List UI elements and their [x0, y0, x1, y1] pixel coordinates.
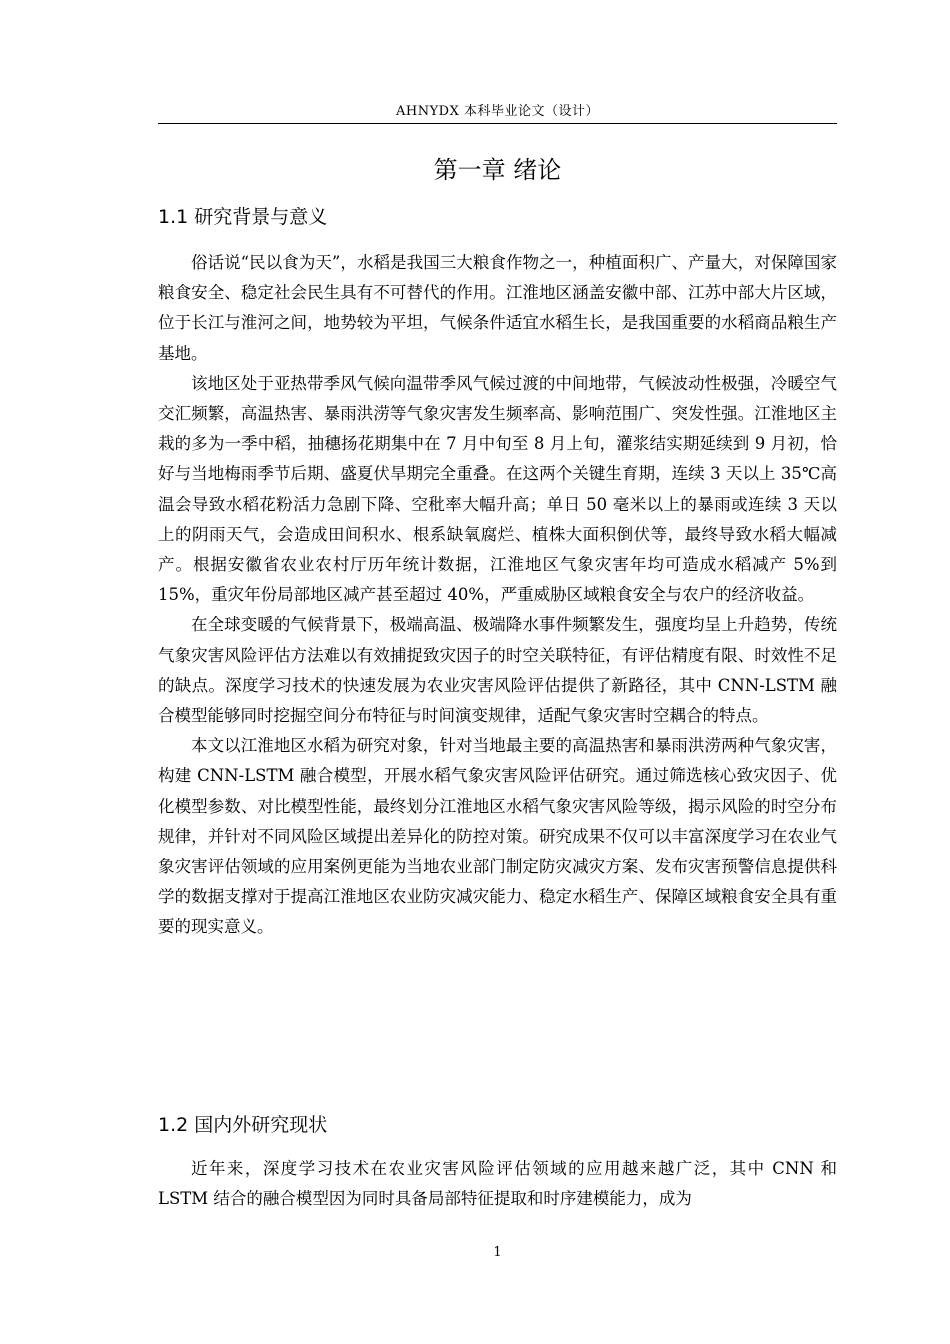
paragraph: 近年来，深度学习技术在农业灾害风险评估领域的应用越来越广泛，其中 CNN 和 LSTM 结合的融合模型因为同时具备局部特征提取和时序建模能力，成为 — [158, 1159, 837, 1209]
paragraph: 该地区处于亚热带季风气候向温带季风气候过渡的中间地带，气候波动性极强，冷暖空气交汇频繁，高温热害、暴雨洪涝等气象灾害发生频率高、影响范围广、突发性强。江淮地区主栽的多为一季中稻，抽穗扬花期集中在 7 月中旬至 8 月上旬，灌浆结实期延续到 9 月初，恰好与当地梅雨季节后期、盛夏伏旱期完全重叠。在这两个关键生育期，连续 3 天以上 35℃高温会导致水稻花粉活力急剧下降、空秕率大幅升高；单日 50 毫米以上的暴雨或连续 3 天以上的阴雨天气，会造成田间积水、根系缺氧腐烂、植株大面积倒伏等，最终导致水稻大幅减产。根据安徽省农业农村厅历年统计数据，江淮地区气象灾害年均可造成水稻减产 5%到 15%，重灾年份局部地区减产甚至超过 40%，严重威胁区域粮食安全与农户的经济收益。 — [158, 373, 837, 605]
paragraph: 本文以江淮地区水稻为研究对象，针对当地最主要的高温热害和暴雨洪涝两种气象灾害，构建 CNN-LSTM 融合模型，开展水稻气象灾害风险评估研究。通过筛选核心致灾因子、优化模型参数、对比模型性能，最终划分江淮地区水稻气象灾害风险等级，揭示风险的时空分布规律，并针对不同风险区域提出差异化的防控对策。研究成果不仅可以丰富深度学习在农业气象灾害评估领域的应用案例更能为当地农业部门制定防灾减灾方案、发布灾害预警信息提供科学的数据支撑对于提高江淮地区农业防灾减灾能力、稳定水稻生产、保障区域粮食安全具有重要的现实意义。 — [158, 736, 837, 937]
running-header: AHNYDX 本科毕业论文（设计） — [396, 104, 599, 119]
paragraph: 俗话说“民以食为天”，水稻是我国三大粮食作物之一，种植面积广、产量大，对保障国家粮食安全、稳定社会民生具有不可替代的作用。江淮地区涵盖安徽中部、江苏中部大片区域，位于长江与淮河之间，地势较为平坦，气候条件适宜水稻生长，是我国重要的水稻商品粮生产基地。 — [158, 253, 837, 363]
chapter-title: 第一章 绪论 — [433, 156, 562, 184]
page-number: 1 — [493, 1245, 502, 1260]
section-1-1-body — [158, 248, 837, 943]
section-title-1-2: 1.2 国内外研究现状 — [158, 1114, 328, 1136]
section-1-2-body — [158, 1154, 837, 1214]
header-rule — [158, 123, 837, 124]
paragraph: 在全球变暖的气候背景下，极端高温、极端降水事件频繁发生，强度均呈上升趋势，传统气象灾害风险评估方法难以有效捕捉致灾因子的时空关联特征，有评估精度有限、时效性不足的缺点。深度学习技术的快速发展为农业灾害风险评估提供了新路径，其中 CNN-LSTM 融合模型能够同时挖掘空间分布特征与时间演变规律，适配气象灾害时空耦合的特点。 — [158, 615, 837, 726]
section-title-1-1: 1.1 研究背景与意义 — [158, 206, 328, 228]
